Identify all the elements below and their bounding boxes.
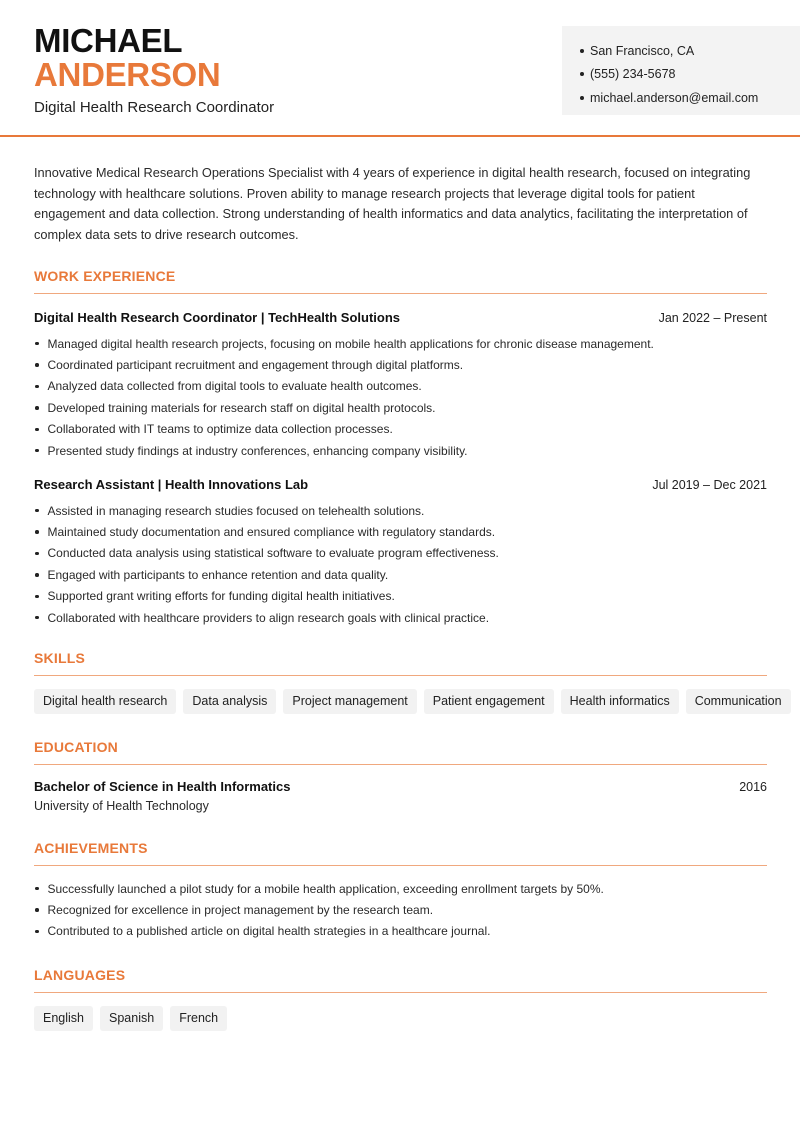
job-role: Research Assistant | Health Innovations Lab xyxy=(34,477,309,492)
language-tag: French xyxy=(170,1006,227,1031)
skill-tag: Patient engagement xyxy=(424,689,554,714)
job-header xyxy=(34,310,767,325)
bullet-icon xyxy=(35,530,39,534)
section-title-skills: SKILLS xyxy=(34,650,767,676)
language-tag: English xyxy=(34,1006,93,1031)
skill-tag: Digital health research xyxy=(34,689,176,714)
first-name: MICHAEL xyxy=(34,22,183,59)
section-title-work: WORK EXPERIENCE xyxy=(34,268,767,294)
bullet-icon xyxy=(580,72,584,76)
bullet-icon xyxy=(580,49,584,53)
list-item xyxy=(34,440,767,461)
email-text: michael.anderson@email.com xyxy=(590,90,759,105)
job-role: Digital Health Research Coordinator | TechHealth Solutions xyxy=(34,310,401,325)
bullet-icon xyxy=(35,509,39,513)
full-name xyxy=(34,24,220,92)
section-title-languages: LANGUAGES xyxy=(34,967,767,993)
bullet-text: Analyzed data collected from digital tools to evaluate health outcomes. xyxy=(47,379,422,394)
skill-tag: Data analysis xyxy=(183,689,276,714)
contact-location xyxy=(580,39,800,63)
skill-tag: Health informatics xyxy=(561,689,679,714)
bullet-icon xyxy=(580,96,584,100)
list-item xyxy=(34,521,767,542)
bullet-icon xyxy=(35,449,39,453)
contact-phone xyxy=(580,63,800,87)
education-header xyxy=(34,779,767,794)
bullet-text: Assisted in managing research studies focused on telehealth solutions. xyxy=(47,503,425,518)
job-title: Digital Health Research Coordinator xyxy=(34,99,275,116)
languages-tag-list xyxy=(34,1006,227,1031)
bullet-icon xyxy=(35,887,39,891)
list-item xyxy=(34,607,767,628)
job-bullet-list xyxy=(34,333,767,461)
last-name: ANDERSON xyxy=(34,56,221,93)
location-text: San Francisco, CA xyxy=(590,43,695,58)
skill-tag: Project management xyxy=(283,689,416,714)
skills-tag-list xyxy=(34,689,791,714)
list-item xyxy=(34,586,767,607)
degree: Bachelor of Science in Health Informatics xyxy=(34,779,291,794)
list-item xyxy=(34,354,767,375)
bullet-text: Collaborated with IT teams to optimize data collection processes. xyxy=(47,422,393,437)
list-item xyxy=(34,543,767,564)
list-item xyxy=(34,878,767,899)
bullet-text: Coordinated participant recruitment and engagement through digital platforms. xyxy=(47,358,464,373)
phone-text: (555) 234-5678 xyxy=(590,67,676,82)
bullet-text: Conducted data analysis using statistical software to evaluate program effectiveness. xyxy=(47,546,499,561)
bullet-text: Recognized for excellence in project management by the research team. xyxy=(47,903,434,918)
bullet-icon xyxy=(35,552,39,556)
bullet-text: Collaborated with healthcare providers to align research goals with clinical practice. xyxy=(47,610,490,625)
list-item xyxy=(34,899,767,920)
bullet-text: Presented study findings at industry conferences, enhancing company visibility. xyxy=(47,443,468,458)
list-item xyxy=(34,397,767,418)
bullet-icon xyxy=(35,595,39,599)
bullet-icon xyxy=(35,342,39,346)
bullet-icon xyxy=(35,385,39,389)
bullet-icon xyxy=(35,930,39,934)
bullet-icon xyxy=(35,573,39,577)
skill-tag: Communication xyxy=(686,689,791,714)
summary-text: Innovative Medical Research Operations Specialist with 4 years of experience in digital health research, focused on integrating technology with healthcare solutions. Proven ability to manage research projects that leverage digital tools for patient engagement and data collection. Strong understanding of health informatics and data analytics, facilitating the interpretation of complex data sets to drive research outcomes. xyxy=(34,165,751,242)
list-item xyxy=(34,564,767,585)
bullet-text: Supported grant writing efforts for funding digital health initiatives. xyxy=(47,589,395,604)
list-item xyxy=(34,500,767,521)
list-item xyxy=(34,376,767,397)
bullet-icon xyxy=(35,908,39,912)
list-item xyxy=(34,333,767,354)
job-header xyxy=(34,477,767,492)
bullet-icon xyxy=(35,428,39,432)
bullet-text: Contributed to a published article on digital health strategies in a healthcare journal. xyxy=(47,924,491,939)
graduation-year: 2016 xyxy=(739,779,767,794)
list-item xyxy=(34,419,767,440)
bullet-text: Managed digital health research projects, focusing on mobile health applications for chronic disease management. xyxy=(47,336,654,351)
job-bullet-list xyxy=(34,500,767,628)
job-dates: Jul 2019 – Dec 2021 xyxy=(652,477,767,492)
bullet-icon xyxy=(35,616,39,620)
list-item xyxy=(34,921,767,942)
section-title-achievements: ACHIEVEMENTS xyxy=(34,840,767,866)
bullet-text: Developed training materials for research staff on digital health protocols. xyxy=(47,400,436,415)
bullet-icon xyxy=(35,406,39,410)
job-dates: Jan 2022 – Present xyxy=(658,310,767,325)
achievements-list xyxy=(34,878,767,942)
contact-email xyxy=(580,86,800,110)
bullet-text: Engaged with participants to enhance retention and data quality. xyxy=(47,567,389,582)
language-tag: Spanish xyxy=(100,1006,163,1031)
bullet-text: Successfully launched a pilot study for a mobile health application, exceeding enrollment targets by 50%. xyxy=(47,881,604,896)
resume-header xyxy=(0,0,800,137)
school-name: University of Health Technology xyxy=(34,799,209,813)
contact-box xyxy=(562,26,800,115)
section-title-education: EDUCATION xyxy=(34,739,767,765)
bullet-text: Maintained study documentation and ensured compliance with regulatory standards. xyxy=(47,525,496,540)
bullet-icon xyxy=(35,363,39,367)
